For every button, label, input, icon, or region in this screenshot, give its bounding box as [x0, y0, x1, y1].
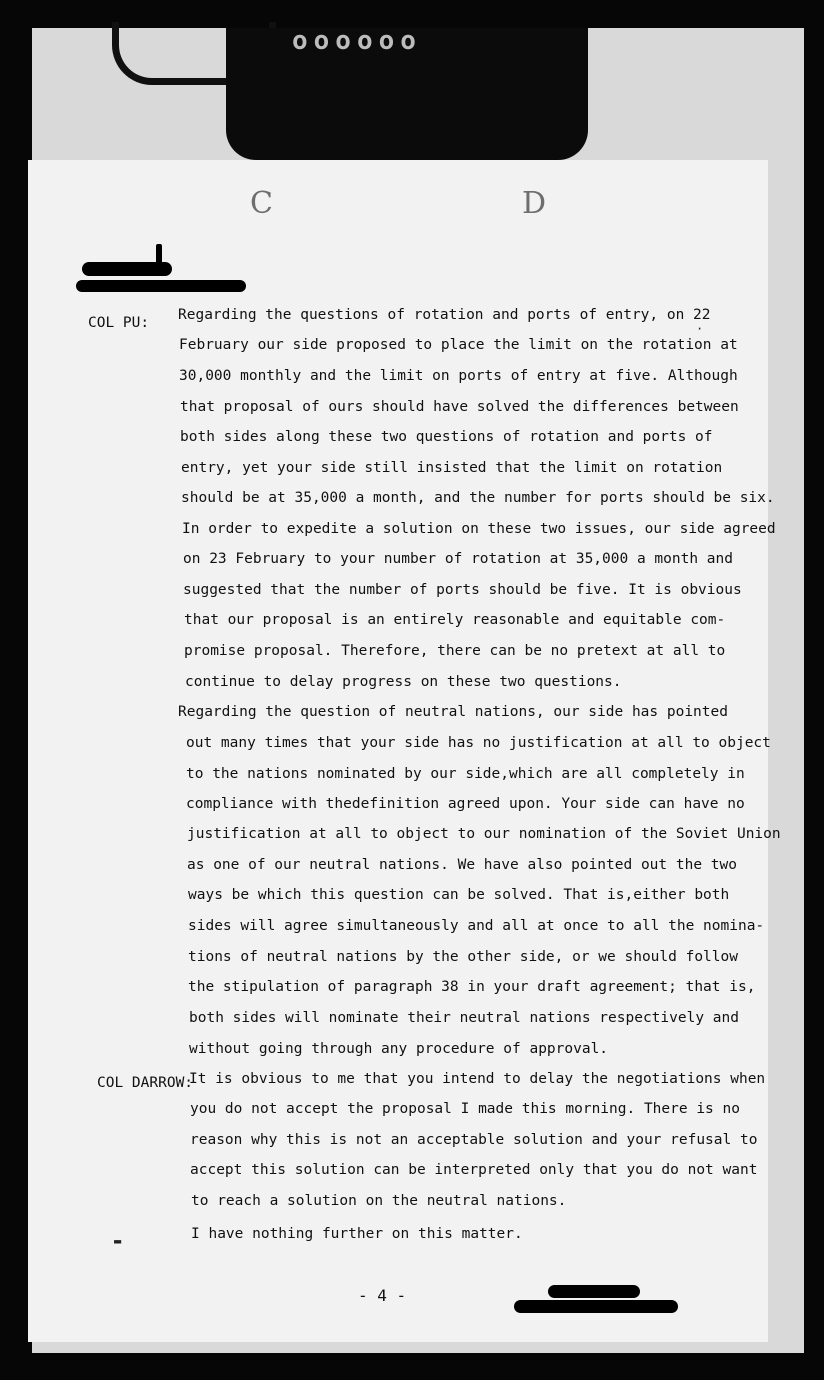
body-line: It is obvious to me that you intend to delay the negotiations when — [189, 1071, 766, 1087]
redaction-bar — [514, 1300, 678, 1313]
body-line: continue to delay progress on these two questions. — [185, 674, 622, 690]
body-line: that proposal of ours should have solved the differences between — [180, 399, 739, 415]
body-line: 30,000 monthly and the limit on ports of entry at five. Although — [179, 368, 738, 384]
body-line: promise proposal. Therefore, there can be no pretext at all to — [184, 643, 726, 659]
body-line: out many times that your side has no justification at all to object — [186, 735, 771, 751]
body-line: justification at all to object to our nomination of the Soviet Union — [187, 826, 781, 842]
body-line: accept this solution can be interpreted only that you do not want — [190, 1162, 758, 1178]
body-line: Regarding the questions of rotation and ports of entry, on 22 — [178, 307, 711, 323]
body-line: ways be which this question can be solved. That is,either both — [188, 887, 730, 903]
body-line: on 23 February to your number of rotation at 35,000 a month and — [183, 551, 733, 567]
body-line: compliance with thedefinition agreed upon. Your side can have no — [186, 796, 745, 812]
body-line: sides will agree simultaneously and all at once to all the nomina- — [188, 918, 765, 934]
body-line: entry, yet your side still insisted that the limit on rotation — [181, 460, 723, 476]
body-line: Regarding the question of neutral nations, our side has pointed — [178, 704, 728, 720]
body-line: both sides will nominate their neutral nations respectively and — [189, 1010, 739, 1026]
clip-marks: oooooo — [292, 26, 422, 56]
redaction-bar — [548, 1285, 640, 1298]
body-line: to the nations nominated by our side,which are all completely in — [186, 766, 745, 782]
body-line: to reach a solution on the neutral nations. — [191, 1193, 567, 1209]
page-number: - 4 - — [358, 1286, 407, 1305]
body-line: as one of our neutral nations. We have also pointed out the two — [187, 857, 737, 873]
body-line: February our side proposed to place the limit on the rotation at — [179, 337, 738, 353]
redaction-mark — [156, 244, 162, 270]
body-line: should be at 35,000 a month, and the number for ports should be six. — [181, 490, 775, 506]
body-line: In order to expedite a solution on these two issues, our side agreed — [182, 521, 776, 537]
body-line: both sides along these two questions of rotation and ports of — [180, 429, 713, 445]
punch-mark-left: C — [250, 186, 273, 221]
body-line: the stipulation of paragraph 38 in your draft agreement; that is, — [188, 979, 756, 995]
body-line: without going through any procedure of approval. — [189, 1041, 609, 1057]
body-line: that our proposal is an entirely reasonable and equitable com- — [184, 612, 726, 628]
body-line: tions of neutral nations by the other side, or we should follow — [188, 949, 738, 965]
speaker-label-col-pu: COL PU: — [88, 315, 150, 331]
body-line: I have nothing further on this matter. — [191, 1226, 523, 1242]
redaction-bar — [76, 280, 246, 292]
body-line: reason why this is not an acceptable solution and your refusal to — [190, 1132, 758, 1148]
body-line: suggested that the number of ports should be five. It is obvious — [183, 582, 742, 598]
stray-mark: · — [696, 322, 704, 336]
speaker-label-col-darrow: COL DARROW: — [97, 1075, 194, 1091]
punch-mark-right: D — [522, 186, 547, 221]
stray-mark: ▬ — [114, 1234, 122, 1248]
body-line: you do not accept the proposal I made this morning. There is no — [190, 1101, 740, 1117]
